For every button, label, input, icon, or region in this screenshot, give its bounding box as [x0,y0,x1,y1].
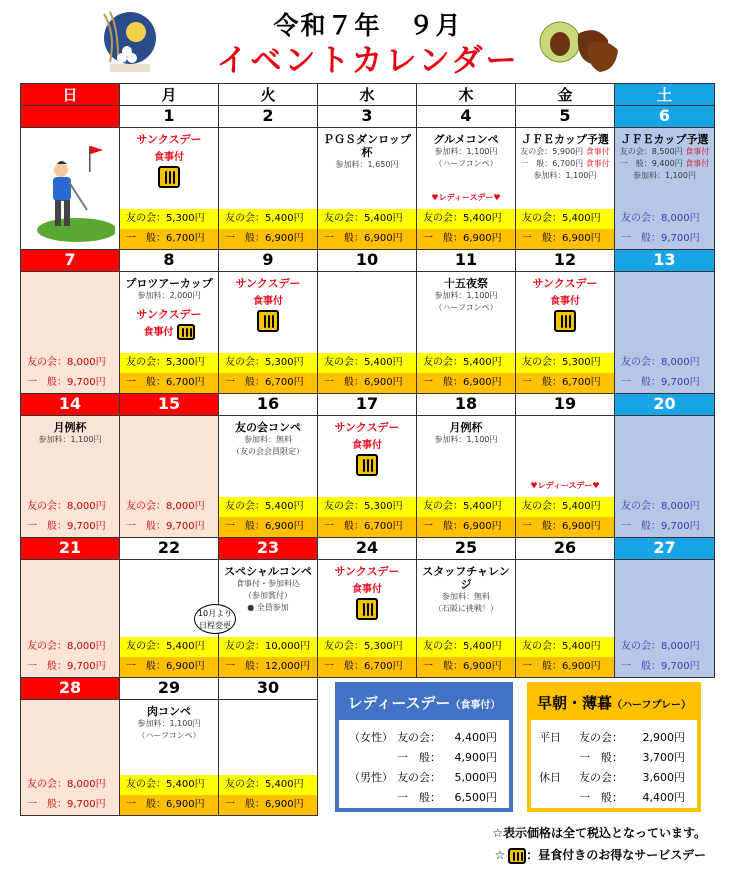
general-price: 一 般：9,700円 [126,521,205,532]
event-title: サンクスデー [136,133,202,146]
date-number: 20 [615,394,715,416]
event-detail: 友の会：5,900円 食事付 [520,147,610,156]
weekday-sat: 土 [615,84,715,106]
date-number: 28 [21,678,120,700]
general-price: 一 般：12,000円 [219,657,317,677]
price-block [219,353,317,393]
day-cell [615,416,715,538]
day-cell [516,128,615,250]
day-cell [417,416,516,538]
price-block [417,209,515,249]
price-group: （男性） [349,771,393,784]
meal-label: 食事付 [352,440,382,451]
price-row [339,768,509,788]
price-block [120,497,218,537]
event-title: 月例杯 [449,421,483,434]
day-cell [120,416,219,538]
date-number: 26 [516,538,615,560]
utensil-icon [177,324,195,340]
price-value: 4,400円 [454,731,497,744]
price-group: （女性） [349,731,393,744]
member-price: 友の会：5,400円 [516,637,614,657]
meal-label: 食事付 [154,152,184,163]
event-detail: 参加料：無料 [442,592,490,601]
general-price: 一 般：6,700円 [318,657,416,677]
price-type: 友の会： [579,771,623,784]
date-number: 3 [318,106,417,128]
price-block [516,353,614,393]
general-price: 一 般：6,900円 [516,657,614,677]
event-detail: 一 般：9,400円 食事付 [619,159,710,168]
event-detail: 参加料：1,100円 [533,171,597,180]
price-value: 4,900円 [454,751,497,764]
day-cell [516,560,615,678]
ladies-day-title: レディースデー（食事付） [339,686,509,720]
day-cell [120,128,219,250]
meal-tag: 食事付 [583,147,610,156]
general-price: 一 般：6,900円 [417,657,515,677]
event-title: ＪＦＥカップ予選 [620,133,709,146]
member-price: 友の会：5,300円 [120,353,218,373]
event-title: スペシャルコンペ [224,565,312,578]
price-block [615,353,714,393]
price-block [417,353,515,393]
date-number: 8 [120,250,219,272]
price-row [339,748,509,768]
date-number: 6 [615,106,715,128]
price-value: 4,400円 [642,791,685,804]
day-cell [120,272,219,394]
member-price: 友の会：5,400円 [318,209,416,229]
member-price: 友の会：5,400円 [219,775,317,795]
price-value: 2,900円 [642,731,685,744]
member-price: 友の会：5,400円 [219,209,317,229]
event-detail: 参加料：1,100円 [434,147,498,156]
member-price: 友の会：5,300円 [516,353,614,373]
price-block [318,497,416,537]
day-cell [21,128,120,250]
date-number: 16 [219,394,318,416]
member-price [21,209,119,229]
date-number: 12 [516,250,615,272]
general-price: 一 般：6,900円 [318,229,416,249]
date-number [21,106,120,128]
price-block [615,637,714,677]
meal-tag: 食事付 [583,159,610,168]
event-detail: 参加料：1,650円 [335,160,399,169]
date-number: 9 [219,250,318,272]
member-price: 友の会：8,000円 [27,357,106,368]
day-cell [21,272,120,394]
member-price: 友の会：8,000円 [621,357,700,368]
date-row [21,394,715,416]
day-cell [417,272,516,394]
weekday-wed: 水 [318,84,417,106]
utensil-icon [257,310,279,332]
event-title: 月例杯 [53,421,87,434]
general-price: 一 般：6,900円 [219,517,317,537]
meal-label: 食事付 [253,296,283,307]
event-title: 肉コンペ [147,705,191,718]
member-price: 友の会：8,000円 [126,501,205,512]
price-block [21,775,119,815]
event-title: 十五夜祭 [444,277,488,290]
date-number: 17 [318,394,417,416]
price-value: 6,500円 [454,791,497,804]
price-block [615,497,714,537]
early-late-box [527,682,701,812]
day-cell [219,272,318,394]
member-price: 友の会：8,000円 [27,501,106,512]
event-detail: ● 全員参加 [247,603,289,612]
member-price: 友の会：5,400円 [120,637,218,657]
price-block [516,637,614,677]
meal-note: ☆ ：昼食付きのお得なサービスデー [494,848,706,862]
day-cell [417,128,516,250]
event-title: プロツアーカップ [125,277,213,290]
price-block [219,209,317,249]
date-number: 7 [21,250,120,272]
date-number: 27 [615,538,715,560]
date-number: 19 [516,394,615,416]
member-price: 友の会：8,000円 [621,501,700,512]
date-number: 18 [417,394,516,416]
event-detail: 参加料：無料 [244,435,292,444]
day-cell [318,416,417,538]
price-type: 友の会： [579,731,623,744]
event-detail: 参加料：1,100円 [633,171,696,180]
date-number: 10 [318,250,417,272]
price-block [417,637,515,677]
general-price: 一 般：6,900円 [417,229,515,249]
price-block [219,775,317,815]
day-cell [318,128,417,250]
chestnut-illustration [538,14,622,74]
general-price: 一 般：6,700円 [120,229,218,249]
day-cell [219,560,318,678]
day-cell [417,560,516,678]
date-number: 2 [219,106,318,128]
date-number: 29 [120,678,219,700]
cell-row [21,416,715,538]
general-price: 一 般：6,700円 [318,517,416,537]
general-price: 一 般：9,700円 [621,661,700,672]
event-detail: （ハーフコンペ） [434,159,498,168]
stamp-line: 日程変更 [199,621,231,630]
general-price: 一 般：6,900円 [219,795,317,815]
price-row [531,748,697,768]
price-row [531,788,697,808]
general-price: 一 般：6,700円 [516,373,614,393]
meal-label: 食事付 [120,323,218,340]
day-cell [615,128,715,250]
general-price: 一 般：6,900円 [417,373,515,393]
general-price: 一 般：9,700円 [621,233,700,244]
date-number: 23 [219,538,318,560]
day-cell [516,416,615,538]
price-type: 一 般： [397,751,441,764]
event-detail: （ハーフコンペ） [137,731,201,740]
price-block [318,637,416,677]
stamp-line: 10月より [197,609,233,618]
date-number: 1 [120,106,219,128]
utensil-icon [356,598,378,620]
price-group: 平日 [539,731,561,744]
price-block [120,353,218,393]
cell-row [21,272,715,394]
event-title: グルメコンペ [433,133,499,146]
event-detail: 食事付・参加料込 [236,579,300,588]
header [0,0,736,80]
event-detail: 一 般：6,700円 食事付 [520,159,610,168]
weekday-mon: 月 [120,84,219,106]
event-title: サンクスデー [235,277,301,290]
member-price: 友の会：5,400円 [417,637,515,657]
price-block [21,353,119,393]
member-price: 友の会：5,400円 [516,209,614,229]
member-price: 友の会：5,300円 [219,353,317,373]
event-detail: 友の会：8,500円 食事付 [619,147,710,156]
general-price: 一 般：6,900円 [516,517,614,537]
date-number: 11 [417,250,516,272]
event-title: サンクスデー [136,308,202,321]
member-price: 友の会：5,400円 [417,353,515,373]
price-type: 友の会： [397,731,441,744]
ladies-day-label: ♥レディースデー♥ [431,193,501,202]
general-price: 一 般：9,700円 [27,799,106,810]
general-price [21,229,119,249]
member-price: 友の会：5,300円 [318,637,416,657]
member-price: 友の会：8,000円 [621,213,700,224]
member-price: 友の会：8,000円 [27,779,106,790]
date-number: 14 [21,394,120,416]
price-group: 休日 [539,771,561,784]
general-price: 一 般：9,700円 [27,661,106,672]
date-row [21,538,715,560]
day-cell [219,700,318,816]
event-title: サンクスデー [334,565,400,578]
price-row [531,768,697,788]
price-block [120,209,218,249]
meal-tag: 食事付 [682,147,710,156]
event-detail: （ハーフコンペ） [434,303,498,312]
price-type: 一 般： [397,791,441,804]
cell-row [21,128,715,250]
event-detail: （石阪に挑戦！） [434,604,498,613]
date-number: 13 [615,250,715,272]
price-block [516,209,614,249]
date-number: 4 [417,106,516,128]
event-detail: 参加料：1,100円 [434,291,498,300]
price-value: 3,600円 [642,771,685,784]
member-price: 友の会：8,000円 [27,641,106,652]
cell-row [21,560,715,678]
day-cell [615,272,715,394]
day-cell [516,272,615,394]
price-block [21,497,119,537]
price-block [21,209,119,249]
utensil-icon [554,310,576,332]
member-price: 友の会：5,400円 [219,497,317,517]
meal-label: 食事付 [352,584,382,595]
date-number: 24 [318,538,417,560]
event-detail: 参加料：1,100円 [434,435,498,444]
day-cell [21,416,120,538]
general-price: 一 般：9,700円 [27,521,106,532]
price-row [531,728,697,748]
price-type: 友の会： [397,771,441,784]
date-number: 22 [120,538,219,560]
event-title: サンクスデー [532,277,598,290]
general-price: 一 般：9,700円 [621,521,700,532]
date-number: 21 [21,538,120,560]
weekday-thu: 木 [417,84,516,106]
meal-tag: 食事付 [682,159,710,168]
price-block [417,497,515,537]
price-type: 一 般： [579,751,623,764]
date-number: 5 [516,106,615,128]
day-cell [219,128,318,250]
general-price: 一 般：6,700円 [120,373,218,393]
general-price: 一 般：6,900円 [219,229,317,249]
meal-label: 食事付 [550,296,580,307]
price-value: 5,000円 [454,771,497,784]
general-price: 一 般：6,900円 [120,657,218,677]
price-block [318,353,416,393]
event-detail: （参加賞付） [244,591,292,600]
member-price: 友の会：5,400円 [120,775,218,795]
member-price: 友の会：5,400円 [417,209,515,229]
day-cell [318,272,417,394]
member-price: 友の会：5,400円 [516,497,614,517]
day-cell [120,700,219,816]
event-detail: 参加料：1,100円 [137,719,201,728]
day-cell [615,560,715,678]
event-detail: （友の会会員限定） [232,447,304,456]
price-block [120,637,218,677]
price-block [120,775,218,815]
date-row [21,106,715,128]
ladies-day-label: ♥レディースデー♥ [530,481,600,490]
date-row [21,250,715,272]
price-type: 一 般： [579,791,623,804]
general-price: 一 般：9,700円 [621,377,700,388]
event-detail: 参加料：2,000円 [137,291,201,300]
day-cell [219,416,318,538]
weekday-fri: 金 [516,84,615,106]
event-title: サンクスデー [334,421,400,434]
page-title: 令和７年 ９月 [273,11,463,40]
date-number: 25 [417,538,516,560]
price-block [318,209,416,249]
event-title: スタッフチャレンジ [422,565,510,591]
utensil-icon [158,166,180,188]
event-title: 友の会コンペ [235,421,301,434]
day-cell [120,560,233,678]
event-title: ＪＦＥカップ予選 [521,133,609,146]
day-cell [318,560,417,678]
day-cell [21,560,120,678]
weekday-sun: 日 [21,84,120,106]
tax-note: ☆表示価格は全て税込となっています。 [492,826,706,840]
member-price: 友の会：10,000円 [219,637,317,657]
price-row [339,728,509,748]
utensil-icon [356,454,378,476]
price-block [516,497,614,537]
member-price: 友の会：5,300円 [120,209,218,229]
general-price: 一 般：6,900円 [516,229,614,249]
page-subtitle: イベントカレンダー [216,43,520,79]
general-price: 一 般：6,900円 [318,373,416,393]
event-title: ＰＧＳダンロップ杯 [323,133,411,159]
date-number: 30 [219,678,318,700]
price-block [219,637,317,677]
price-value: 3,700円 [642,751,685,764]
member-price: 友の会：5,400円 [417,497,515,517]
general-price: 一 般：6,900円 [417,517,515,537]
price-row [339,788,509,808]
ladies-day-box [335,682,513,812]
member-price: 友の会：8,000円 [621,641,700,652]
general-price: 一 般：9,700円 [27,377,106,388]
day-cell [21,700,120,816]
price-block [615,209,714,249]
event-detail: 参加料：1,100円 [38,435,102,444]
utensil-icon [508,848,526,864]
weekday-tue: 火 [219,84,318,106]
price-block [219,497,317,537]
price-block [21,637,119,677]
weekday-header-row [21,84,715,106]
date-number: 15 [120,394,219,416]
general-price: 一 般：6,700円 [219,373,317,393]
general-price: 一 般：6,900円 [120,795,218,815]
member-price: 友の会：5,300円 [318,497,416,517]
member-price: 友の会：5,400円 [318,353,416,373]
early-late-title: 早朝・薄暮（ハーフプレー） [531,686,697,720]
